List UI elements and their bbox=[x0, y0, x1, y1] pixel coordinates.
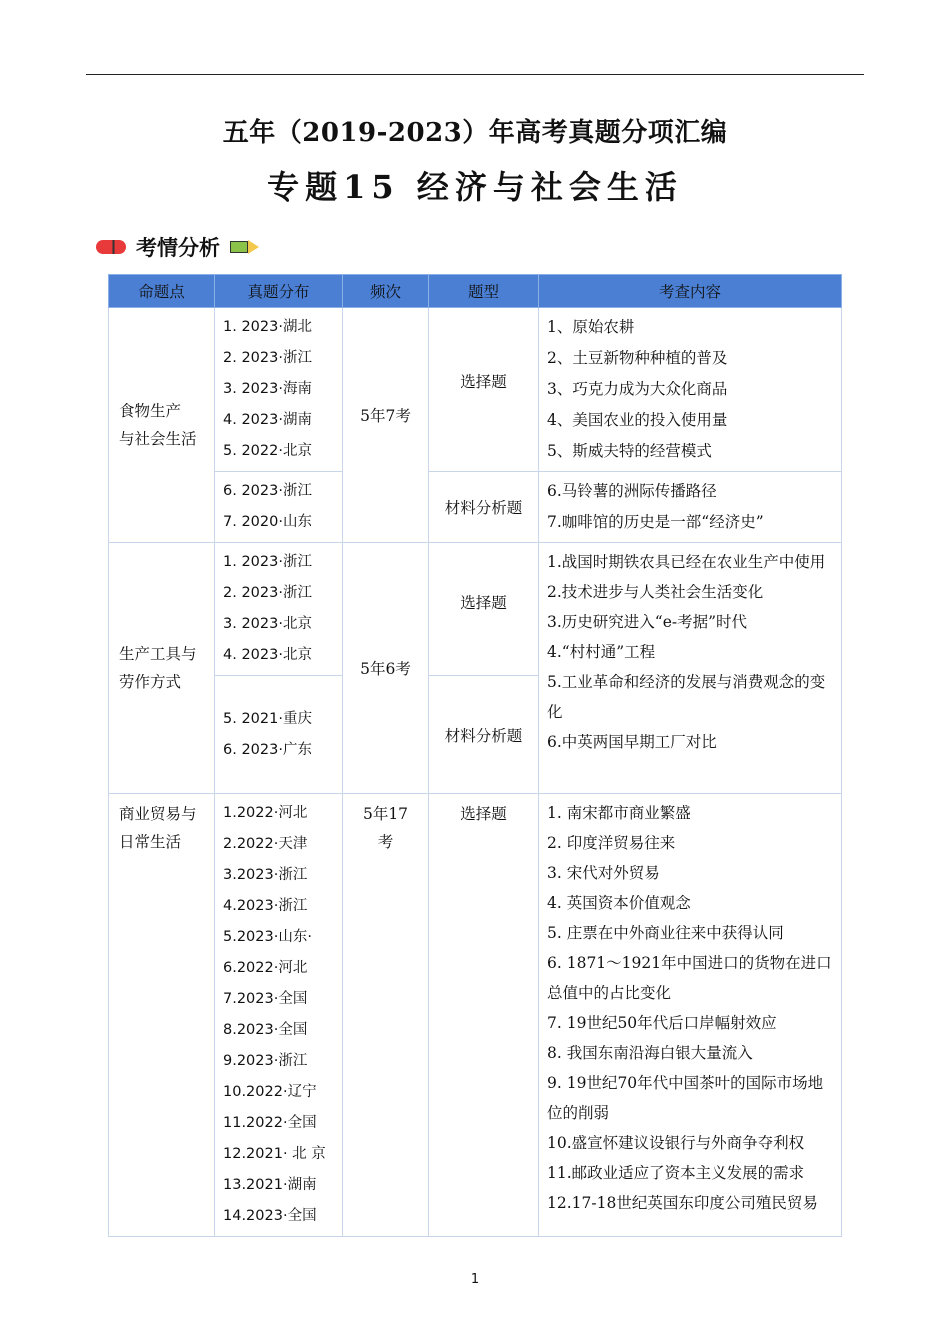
papers-cell: 1.2022·河北 2.2022·天津 3.2023·浙江 4.2023·浙江 5.2023·山东· 6.2022·河北 7.2023·全国 8.2023·全国 9.2023·浙江 10.2022·辽宁 11.2022·全国 12.2021· 北 京 13.2021·湖南 14.2023·全国 bbox=[215, 794, 343, 1237]
top-rule bbox=[86, 74, 864, 75]
header-topic: 命题点 bbox=[109, 275, 215, 308]
frequency-cell: 5年6考 bbox=[343, 543, 429, 794]
content-cell: 1、原始农耕 2、土豆新物种种植的普及 3、巧克力成为大众化商品 4、美国农业的投入使用量 5、斯威夫特的经营模式 bbox=[539, 308, 842, 472]
document-title: 五年（2019-2023）年高考真题分项汇编 bbox=[222, 118, 728, 148]
question-type-cell: 材料分析题 bbox=[429, 472, 539, 543]
content-cell: 1.战国时期铁农具已经在农业生产中使用 2.技术进步与人类社会生活变化 3.历史研究进入“e-考据”时代 4.“村村通”工程 5.工业革命和经济的发展与消费观念的变化 6.中英两国早期工厂对比 bbox=[539, 543, 842, 794]
section-header bbox=[96, 232, 260, 262]
content-cell: 1. 南宋都市商业繁盛 2. 印度洋贸易往来 3. 宋代对外贸易 4. 英国资本价值观念 5. 庄票在中外商业往来中获得认同 6. 1871～1921年中国进口的货物在进口总值中的占比变化 7. 19世纪50年代后口岸幅射效应 8. 我国东南沿海白银大量流入 9. 19世纪70年代中国茶叶的国际市场地位的削弱 10.盛宣怀建议设银行与外商争夺利权 11.邮政业适应了资本主义发展的需求 12.17-18世纪英国东印度公司殖民贸易 bbox=[539, 794, 842, 1237]
frequency-cell: 5年17 考 bbox=[343, 794, 429, 1237]
header-question-type: 题型 bbox=[429, 275, 539, 308]
papers-cell: 6. 2023·浙江 7. 2020·山东 bbox=[215, 472, 343, 543]
header-content: 考查内容 bbox=[539, 275, 842, 308]
papers-cell: 1. 2023·湖北 2. 2023·浙江 3. 2023·海南 4. 2023·湖南 5. 2022·北京 bbox=[215, 308, 343, 472]
topic-cell: 食物生产 与社会生活 bbox=[109, 308, 215, 543]
question-type-cell: 材料分析题 bbox=[429, 676, 539, 794]
question-type-cell: 选择题 bbox=[429, 543, 539, 676]
section-label: 考情分析 bbox=[136, 236, 220, 260]
topic-cell: 生产工具与 劳作方式 bbox=[109, 543, 215, 794]
question-type-cell: 选择题 bbox=[429, 794, 539, 1237]
papers-cell: 1. 2023·浙江 2. 2023·浙江 3. 2023·北京 4. 2023·北京 bbox=[215, 543, 343, 676]
table-row bbox=[109, 794, 842, 1237]
question-type-cell: 选择题 bbox=[429, 308, 539, 472]
papers-cell: 5. 2021·重庆 6. 2023·广东 bbox=[215, 676, 343, 794]
analysis-table bbox=[108, 274, 842, 1237]
page-number: 1 bbox=[470, 1272, 480, 1287]
table-row bbox=[109, 308, 842, 472]
header-papers: 真题分布 bbox=[215, 275, 343, 308]
pencil-icon bbox=[230, 240, 260, 254]
table-row bbox=[109, 543, 842, 676]
topic-title: 专题15 经济与社会生活 bbox=[267, 168, 683, 206]
header-frequency: 频次 bbox=[343, 275, 429, 308]
pill-icon bbox=[96, 240, 126, 254]
table-header-row bbox=[109, 275, 842, 308]
content-cell: 6.马铃薯的洲际传播路径 7.咖啡馆的历史是一部“经济史” bbox=[539, 472, 842, 543]
topic-cell: 商业贸易与 日常生活 bbox=[109, 794, 215, 1237]
table-row bbox=[109, 472, 842, 543]
frequency-cell: 5年7考 bbox=[343, 308, 429, 543]
